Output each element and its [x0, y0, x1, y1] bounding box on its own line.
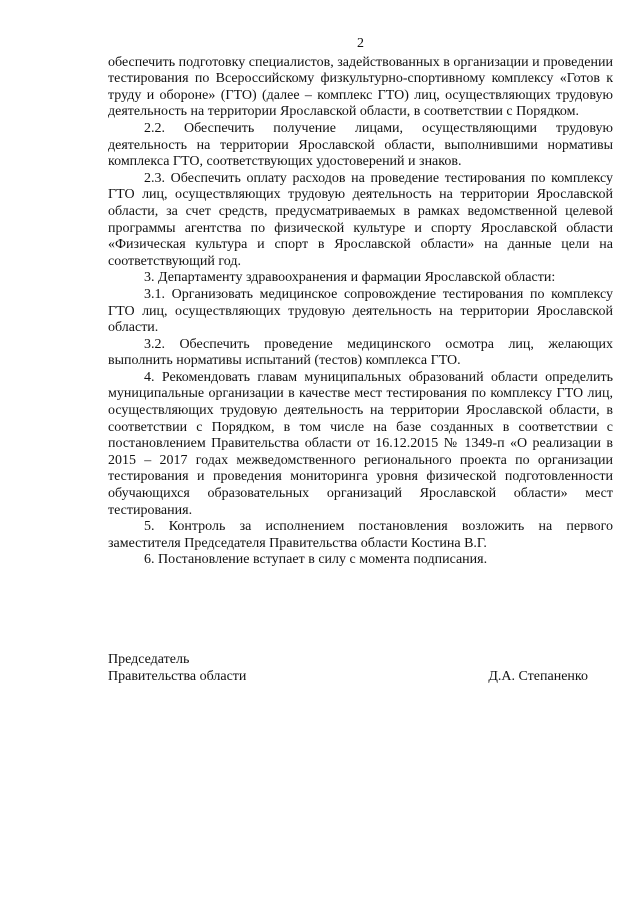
signature-block	[108, 651, 588, 685]
paragraph-6: 6. Постановление вступает в силу с момента подписания.	[144, 552, 488, 568]
paragraph-2-3: 2.3. Обеспечить оплату расходов на проведение тестирования по комплексу ГТО лиц, осуществляющих трудовую деятельность на территории Ярославской области, за счет средств, предусматриваемых в рамках ведомственной целевой программы агентства по физической культуре и спорту Ярославской области «Физическая культура и спорт в Ярославской области» на данные цели на соответствующий год.	[108, 170, 613, 269]
paragraph-3-1: 3.1. Организовать медицинское сопровождение тестирования по комплексу ГТО лиц, осуществляющих трудовую деятельность на территории Ярославской области.	[108, 286, 613, 336]
document-page	[108, 36, 613, 569]
signatory-title-line-1: Председатель	[108, 652, 190, 667]
paragraph-3-2: 3.2. Обеспечить проведение медицинского осмотра лиц, желающих выполнить нормативы испытаний (тестов) комплекса ГТО.	[108, 336, 613, 369]
paragraph-3: 3. Департаменту здравоохранения и фармации Ярославской области:	[144, 270, 556, 286]
page-number: 2	[357, 36, 364, 51]
paragraph-5: 5. Контроль за исполнением постановления возложить на первого заместителя Председателя Правительства области Костина В.Г.	[108, 519, 613, 551]
paragraph-4: 4. Рекомендовать главам муниципальных образований области определить муниципальные организации в качестве мест тестирования по комплексу ГТО лиц, осуществляющих трудовую деятельность на территории Ярославской области, в соответствии с Порядком, в том числе на базе созданных в соответствии с постановлением Правительства области от 16.12.2015 № 1349-п «О реализации в 2015 – 2017 годах межведомственного регионального проекта по организации тестирования и проведения мониторинга уровня физической подготовленности обучающихся образовательных организаций Ярославской области» мест тестирования.	[108, 369, 613, 518]
paragraph-continuation: обеспечить подготовку специалистов, задействованных в организации и проведении тестирования по Всероссийскому физкультурно-спортивному комплексу «Готов к труду и обороне» (ГТО) (далее – комплекс ГТО) лиц, осуществляющих трудовую деятельность на территории Ярославской области, в соответствии с Порядком.	[108, 54, 613, 120]
signatory-title-line-2: Правительства области	[108, 669, 247, 684]
signatory-name: Д.А. Степаненко	[488, 669, 588, 684]
paragraph-2-2: 2.2. Обеспечить получение лицами, осуществляющими трудовую деятельность на территории Ярославской области, выполнившими нормативы комплекса ГТО, соответствующих удостоверений и знаков.	[108, 120, 613, 170]
signature-row	[108, 668, 588, 685]
